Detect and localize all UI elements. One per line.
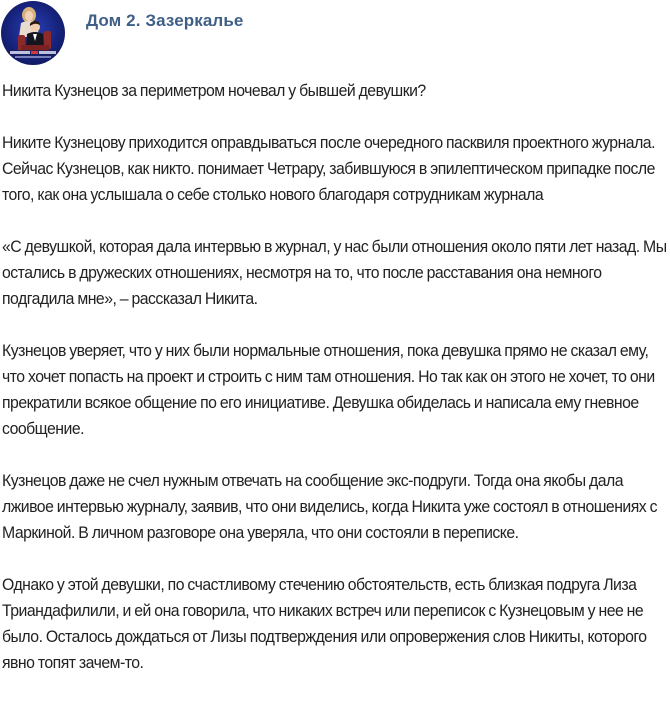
article-paragraph: Никите Кузнецову приходится оправдываться после очередного пасквиля проектного журнала. Сейчас Кузнецов, как никто. понимает Четрару, забившуюся в эпилептическом припадке после того, как она услышала о себе столько нового благодаря сотрудникам журнала <box>2 133 655 204</box>
article-paragraph: Однако у этой девушки, по счастливому стечению обстоятельств, есть близкая подруга Лиза Триандафилили, и ей она говорила, что никаких встреч или переписок с Кузнецовым у нее не было. Осталось дождаться от Лизы подтверждения или опровержения слов Никиты, которого явно топят зачем-то. <box>2 575 647 672</box>
article-paragraph: Кузнецов даже не счел нужным отвечать на сообщение экс-подруги. Тогда она якобы дала лживое интервью журналу, заявив, что они виделись, когда Никита уже состоял в отношениях с Маркиной. В личном разговоре она уверяла, что они состояли в переписке. <box>2 471 658 542</box>
article-paragraph: Кузнецов уверяет, что у них были нормальные отношения, пока девушка прямо не сказал ему, что хочет попасть на проект и строить с ним там отношения. Но так как он этого не хочет, то они прекратили всякое общение по его инициативе. Девушка обиделась и написала ему гневное сообщение. <box>2 341 655 438</box>
avatar-image-icon <box>1 1 65 65</box>
article-body <box>2 78 668 702</box>
channel-avatar-icon[interactable] <box>1 1 65 65</box>
post-header <box>0 0 670 70</box>
article-quote-paragraph: «С девушкой, которая дала интервью в журнал, у нас были отношения около пяти лет назад. Мы остались в дружеских отношениях, несмотря на то, что после расставания она немного подгадила мне», – рассказал Никита. <box>2 237 667 308</box>
article-title: Никита Кузнецов за периметром ночевал у бывшей девушки? <box>2 81 426 100</box>
channel-name-link[interactable]: Дом 2. Зазеркалье <box>86 11 244 30</box>
